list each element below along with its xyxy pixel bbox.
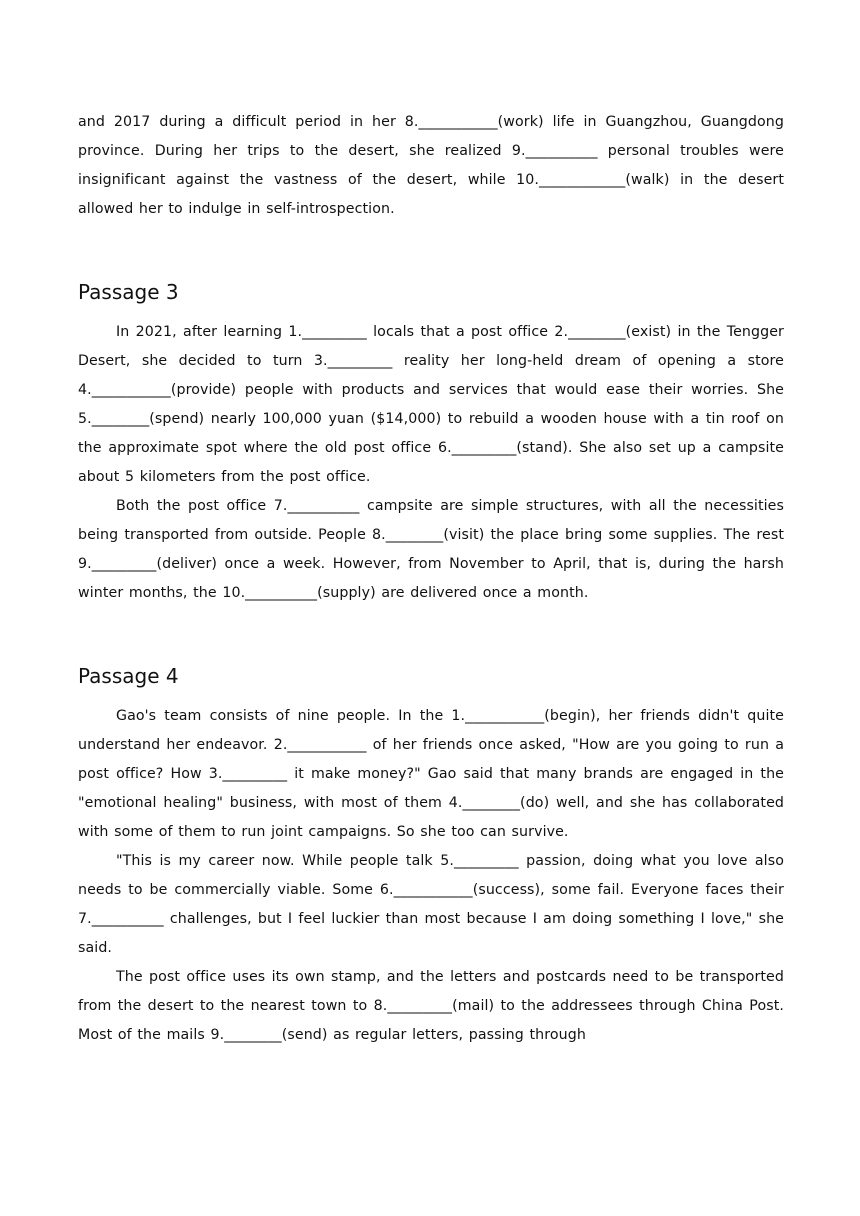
passage-4-title: Passage 4 (78, 664, 179, 688)
passage-3-body (78, 318, 784, 608)
passage-3-paragraph-2: Both the post office 7.__________ campsite are simple structures, with all the necessities being transported from outside. People 8.________(visit) the place bring some supplies. The rest 9._________(deliver) once a week. However, from November to April, that is, during the harsh winter months, the 10.__________(supply) are delivered once a month. (78, 498, 784, 601)
passage-4-paragraph-1: Gao's team consists of nine people. In the 1.___________(begin), her friends didn't quite understand her endeavor. 2.___________ of her friends once asked, "How are you going to run a post office? How 3._________ it make money?" Gao said that many brands are engaged in the "emotional healing" business, with most of them 4.________(do) well, and she has collaborated with some of them to run joint campaigns. So she too can survive. (78, 708, 784, 840)
passage-4-body (78, 702, 784, 1050)
passage-3-paragraph-1: In 2021, after learning 1._________ locals that a post office 2.________(exist) in the Tengger Desert, she decided to turn 3._________ reality her long-held dream of opening a store 4.___________(provide) people with products and services that would ease their worries. She 5.________(spend) nearly 100,000 yuan ($14,000) to rebuild a wooden house with a tin roof on the approximate spot where the old post office 6._________(stand). She also set up a campsite about 5 kilometers from the post office. (78, 324, 784, 485)
passage-4-paragraph-2: "This is my career now. While people talk 5._________ passion, doing what you love also needs to be commercially viable. Some 6.___________(success), some fail. Everyone faces their 7.__________ challenges, but I feel luckier than most because I am doing something I love," she said. (78, 853, 784, 956)
document-page (78, 108, 784, 1050)
passage-2-continuation (78, 108, 784, 224)
passage-2-paragraph: and 2017 during a difficult period in her 8.___________(work) life in Guangzhou, Guangdong province. During her trips to the desert, she realized 9.__________ personal troubles were insignificant against the vastness of the desert, while 10.____________(walk) in the desert allowed her to indulge in self-introspection. (78, 114, 784, 217)
passage-4-paragraph-3: The post office uses its own stamp, and the letters and postcards need to be transported from the desert to the nearest town to 8._________(mail) to the addressees through China Post. Most of the mails 9.________(send) as regular letters, passing through (78, 969, 784, 1043)
passage-3-title: Passage 3 (78, 280, 179, 304)
